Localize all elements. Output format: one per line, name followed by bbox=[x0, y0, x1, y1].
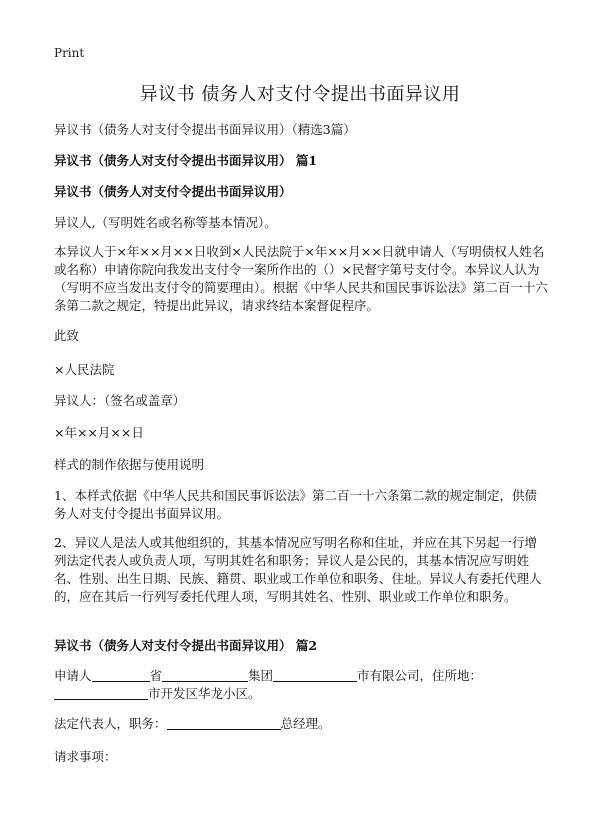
applicant-line bbox=[54, 667, 548, 703]
section1-heading: 异议书（债务人对支付令提出书面异议用） 篇1 bbox=[54, 153, 318, 168]
blank-field bbox=[167, 715, 281, 730]
legal-rep-line bbox=[54, 715, 548, 733]
request-label: 请求事项： bbox=[54, 749, 117, 764]
province-text: 省 bbox=[149, 668, 163, 683]
court-line: ×人民法院 bbox=[54, 362, 115, 377]
objector-line: 异议人,（写明姓名或名称等基本情况）。 bbox=[54, 215, 277, 230]
document-subtitle: 异议书（债务人对支付令提出书面异议用）（精选3篇） bbox=[54, 122, 356, 137]
position-text: 总经理。 bbox=[280, 716, 331, 731]
section1-doc-title: 异议书（债务人对支付令提出书面异议用） bbox=[54, 184, 292, 199]
blank-field bbox=[92, 667, 150, 682]
legal-rep-label: 法定代表人，职务： bbox=[54, 716, 167, 731]
section2-heading: 异议书（债务人对支付令提出书面异议用） 篇2 bbox=[54, 638, 318, 653]
note-2: 2、异议人是法人或其他组织的，其基本情况应写明名称和住址，并应在其下另起一行增列法定代表人或负责人项，写明其姓名和职务；异议人是公民的，其基本情况应写明姓名、性别、出生日期、民族、籍贯、职业或工作单位和职务、住址。异议人有委托代理人的，应在其后一行列写委托代理人项，写明其姓名、性别、职业或工作单位和职务。 bbox=[54, 535, 542, 604]
body-paragraph: 本异议人于×年××月××日收到×人民法院于×年××月××日就申请人（写明债权人姓名或名称）申请你院向我发出支付令一案所作出的（）×民督字第号支付令。本异议人认为（写明不应当发出支付令的简要理由）。根据《中华人民共和国民事诉讼法》第二百一十六条第二款之规定，特提出此异议，请求终结本案督促程序。 bbox=[54, 244, 548, 313]
applicant-label: 申请人 bbox=[54, 668, 92, 683]
address-tail: 市开发区华龙小区。 bbox=[148, 686, 261, 701]
blank-field bbox=[162, 667, 248, 682]
blank-field bbox=[54, 685, 148, 700]
signature-line: 异议人：（签名或盖章） bbox=[54, 393, 186, 408]
group-text: 集团 bbox=[248, 668, 274, 683]
company-text: 市有限公司，住所地： bbox=[357, 668, 483, 683]
blank-field bbox=[273, 667, 357, 682]
salutation: 此致 bbox=[54, 328, 80, 343]
notes-heading: 样式的制作依据与使用说明 bbox=[54, 457, 205, 472]
note-1: 1、本样式依据《中华人民共和国民事诉讼法》第二百一十六条第二款的规定制定，供债务人对支付令提出书面异议用。 bbox=[54, 488, 537, 521]
document-title: 异议书 债务人对支付令提出书面异议用 bbox=[139, 84, 461, 105]
date-line: ×年××月××日 bbox=[54, 425, 144, 440]
print-label[interactable]: Print bbox=[54, 46, 85, 60]
